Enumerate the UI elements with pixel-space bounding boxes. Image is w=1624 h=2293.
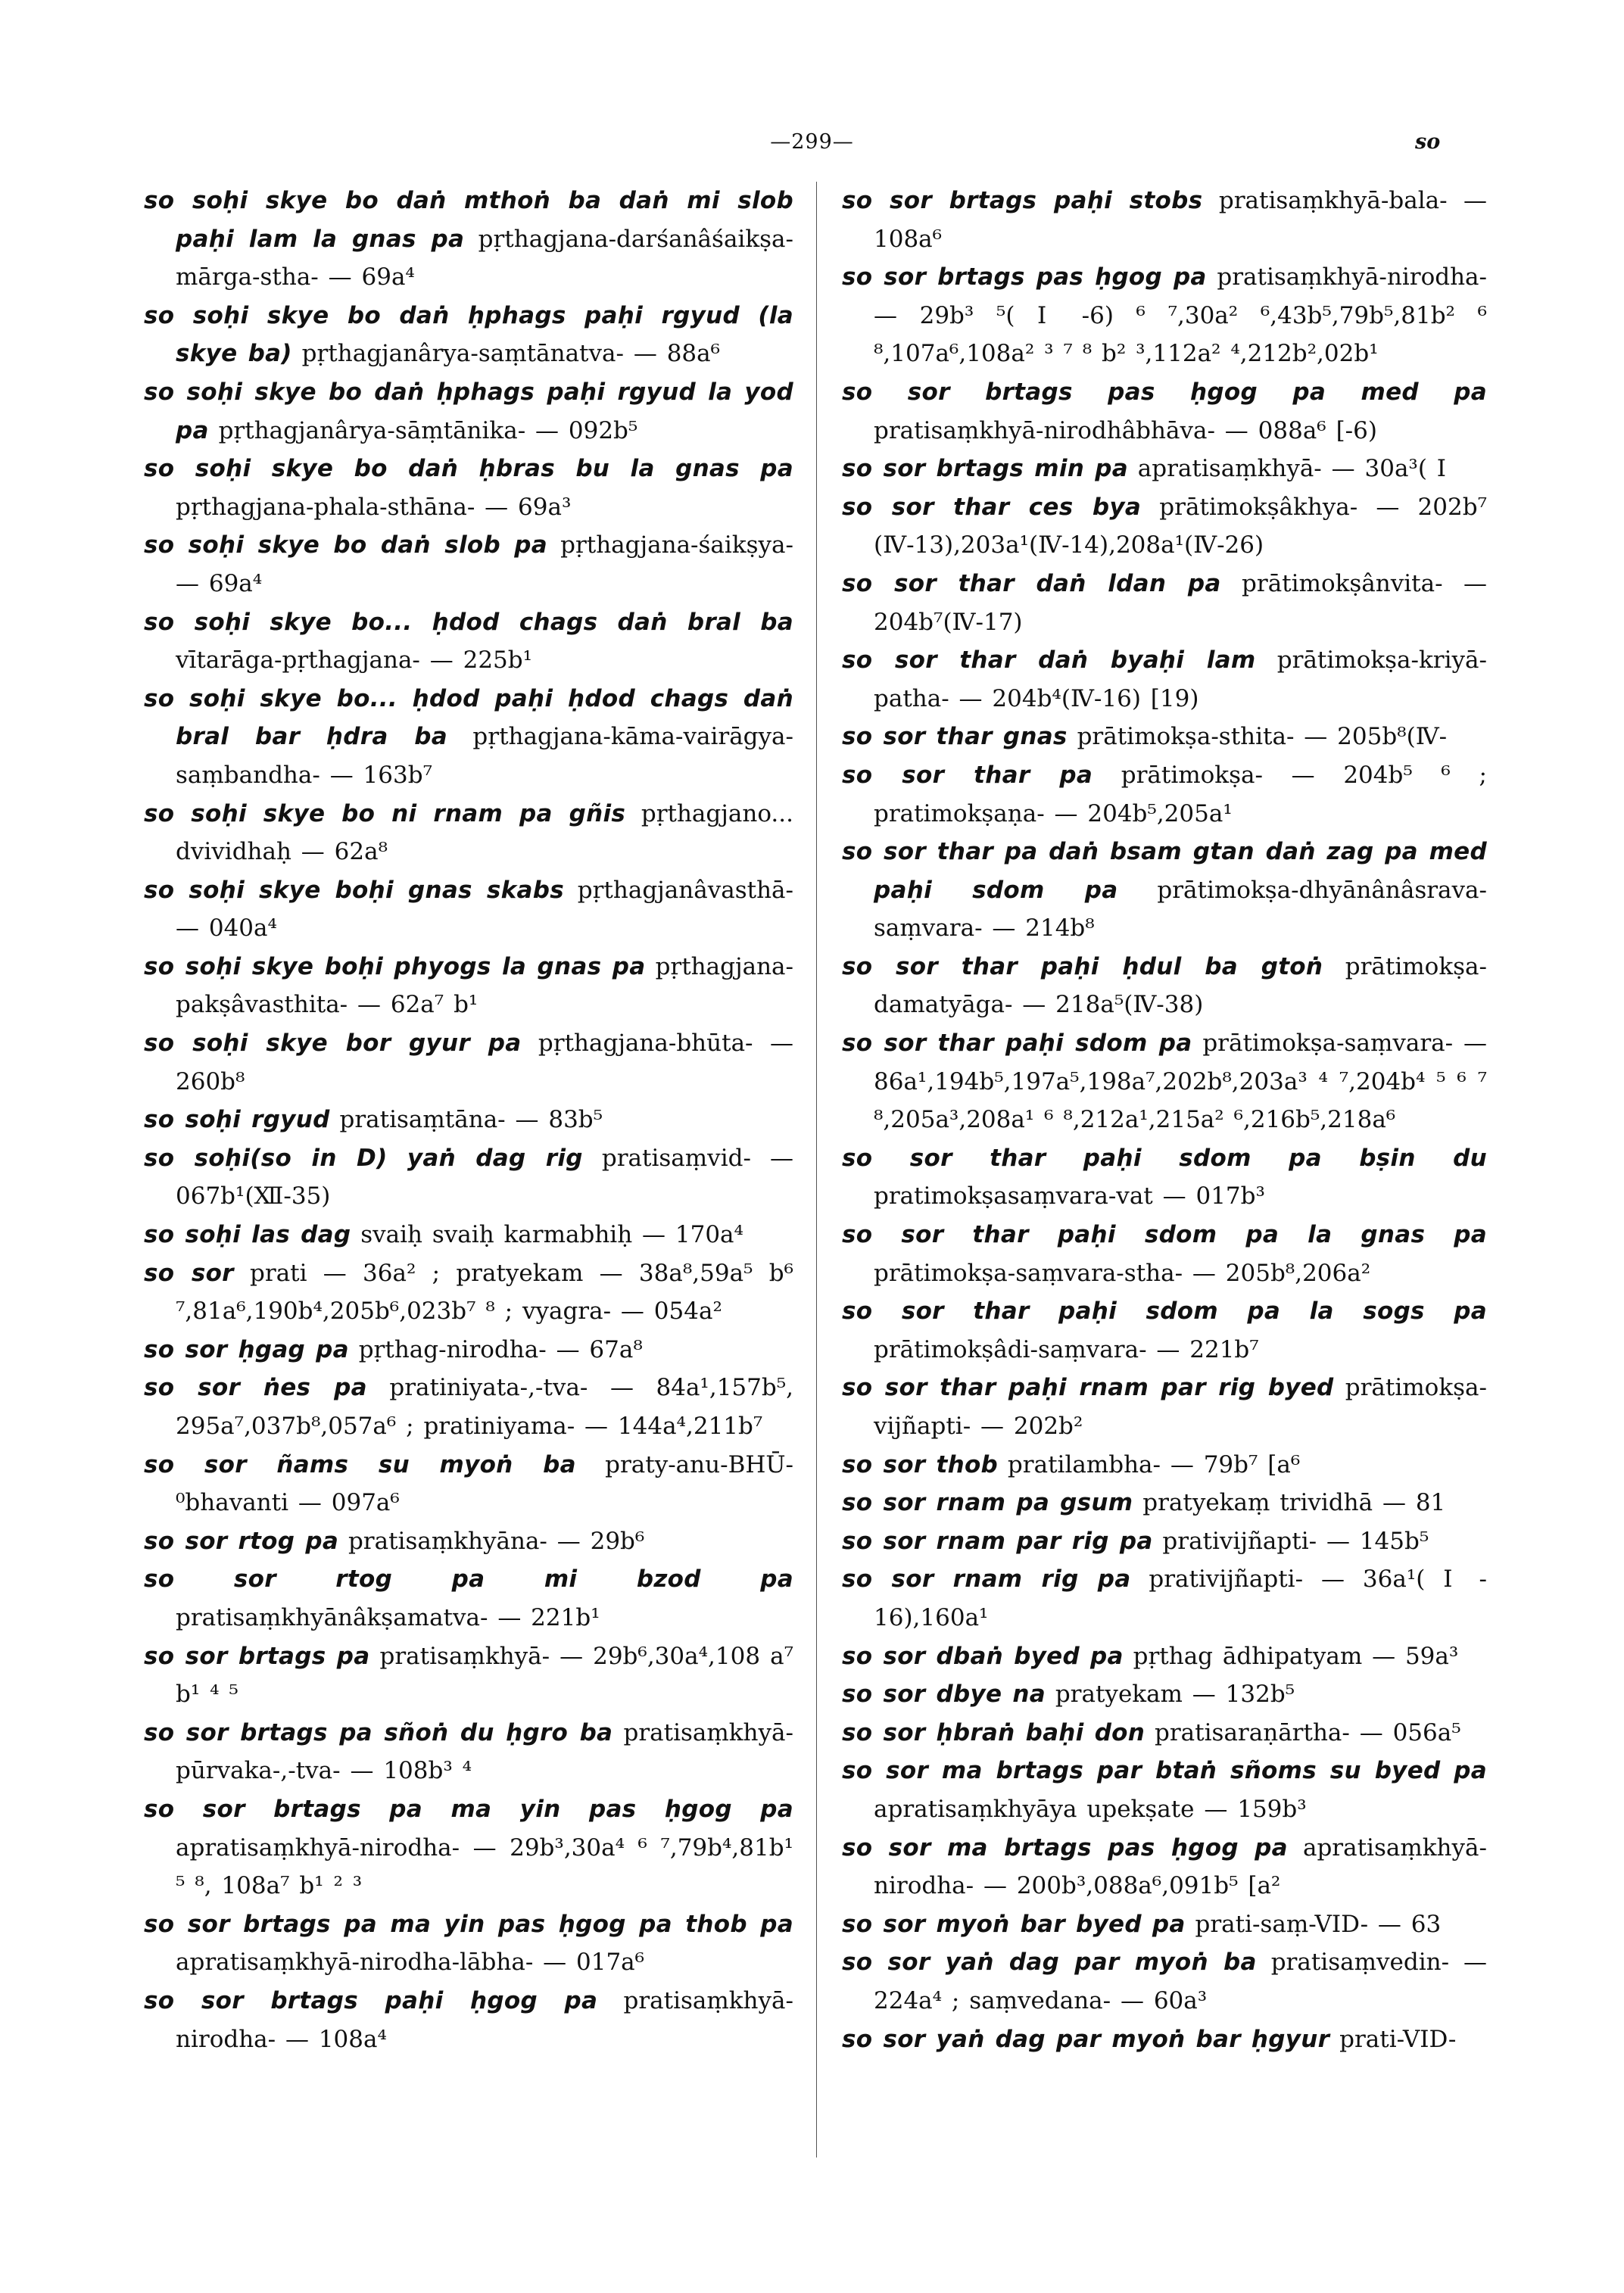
dictionary-entry xyxy=(144,1522,793,1561)
dictionary-entry xyxy=(144,1216,793,1254)
entry-term: so sor brtags paḥi stobs xyxy=(842,187,1203,214)
entry-definition: prati — 36a² ; pratyekam — 38a⁸,59a⁵ b⁶ ⁷,81a⁶,190b⁴,205b⁶,023b⁷ ⁸ ; vyagra- — 054a² xyxy=(176,1259,793,1326)
entry-term: so sor ma brtags par btaṅ sñoms su byed pa xyxy=(842,1757,1487,1785)
entry-term: so sor dbaṅ byed pa xyxy=(842,1642,1124,1670)
entry-term: so sor thar paḥi sdom pa xyxy=(842,1030,1192,1058)
entry-term: so sor rtog pa mi bzod pa xyxy=(144,1566,793,1594)
entry-definition: pratisaṃvedin- — 224a⁴ ; saṃvedana- — 60a³ xyxy=(874,1949,1488,2014)
entry-term: so sor brtags pas ḥgog pa med pa xyxy=(842,378,1487,406)
dictionary-entry xyxy=(144,1331,793,1369)
entry-term: so sor brtags pa ma yin pas ḥgog pa thob pa xyxy=(144,1910,793,1938)
entry-term: so soḥi skye bo daṅ ḥphags paḥi rgyud la yod pa xyxy=(144,378,793,444)
column-divider xyxy=(816,182,817,2157)
entry-term: so sor brtags pa ma yin pas ḥgog pa xyxy=(144,1795,793,1823)
entry-definition: prati-VID- xyxy=(1339,2025,1457,2053)
entry-definition: apratisaṃkhyāya upekṣate — 159b³ xyxy=(874,1795,1307,1823)
entry-definition: pṛthagjana-darśanâśaikṣa-mārga-stha- — 69a⁴ xyxy=(176,225,793,291)
entry-definition: pṛthagjana-śaikṣya- — 69a⁴ xyxy=(176,531,793,597)
entry-term: so sor thob xyxy=(842,1450,999,1478)
entry-term: so sor xyxy=(144,1259,234,1287)
entry-term: so sor brtags pa sñoṅ du ḥgro ba xyxy=(144,1718,613,1746)
dictionary-entry xyxy=(144,297,793,373)
dictionary-entry xyxy=(842,2020,1487,2059)
entry-term: so soḥi las dag xyxy=(144,1221,351,1249)
entry-term: so soḥi skye boḥi phyogs la gnas pa xyxy=(144,952,646,980)
entry-definition: pratisaraṇārtha- — 056a⁵ xyxy=(1155,1718,1461,1746)
dictionary-entry xyxy=(144,603,793,680)
dictionary-entry xyxy=(144,1714,793,1790)
dictionary-entry xyxy=(144,1790,793,1905)
entry-definition: pṛthagjana-kāma-vairāgya-saṃbandha- — 163b⁷ xyxy=(176,723,793,789)
dictionary-entry xyxy=(144,680,793,795)
running-head: so xyxy=(1415,130,1441,154)
entry-definition: prātimokṣa-dhyānânâsrava-saṃvara- — 214b⁸ xyxy=(874,876,1487,942)
dictionary-entry xyxy=(144,182,793,297)
entry-definition: prātimokṣâdi-saṃvara- — 221b⁷ xyxy=(874,1335,1259,1363)
entry-term: so soḥi skye bo... ḥdod chags daṅ bral ba xyxy=(144,608,793,636)
entry-definition: prātimokṣa- — 204b⁵ ⁶ ; pratimokṣaṇa- — 204b⁵,205a¹ xyxy=(874,761,1487,827)
entry-definition: svaiḥ svaiḥ karmabhiḥ — 170a⁴ xyxy=(360,1221,743,1249)
entry-term: so sor brtags pa xyxy=(144,1642,370,1670)
entry-definition: prātimokṣâkhya- — 202b⁷ (Ⅳ-13),203a¹(Ⅳ-14),208a¹(Ⅳ-26) xyxy=(874,493,1487,559)
entry-definition: apratisaṃkhyā-nirodha-lābha- — 017a⁶ xyxy=(176,1949,645,1977)
entry-term: so soḥi skye boḥi gnas skabs xyxy=(144,876,564,904)
entry-definition: prātimokṣa-sthita- — 205b⁸(Ⅳ- xyxy=(1077,723,1448,751)
entry-definition: apratisaṃkhyā-nirodha- — 200b³,088a⁶,091b⁵ [a² xyxy=(874,1833,1487,1900)
entry-definition: pratisaṃkhyānâkṣamatva- — 221b¹ xyxy=(176,1603,600,1631)
entry-term: so sor brtags paḥi ḥgog pa xyxy=(144,1986,598,2014)
dictionary-entry xyxy=(842,450,1487,488)
dictionary-entry xyxy=(842,641,1487,718)
entry-definition: pṛthag ādhipatyam — 59a³ xyxy=(1133,1642,1459,1670)
dictionary-entry xyxy=(144,1446,793,1522)
entry-term: so sor thar daṅ ldan pa xyxy=(842,569,1221,597)
dictionary-entry xyxy=(842,1484,1487,1522)
dictionary-entry xyxy=(842,1560,1487,1637)
entry-term: so sor thar daṅ byaḥi lam xyxy=(842,646,1256,675)
dictionary-entry xyxy=(842,1216,1487,1292)
entry-term: so sor thar paḥi sdom pa la gnas pa xyxy=(842,1221,1487,1249)
dictionary-entry xyxy=(842,1369,1487,1445)
entry-definition: prati-saṃ-VID- — 63 xyxy=(1195,1910,1442,1938)
dictionary-entry xyxy=(842,1752,1487,1828)
dictionary-entry xyxy=(144,450,793,526)
dictionary-entry xyxy=(144,1254,793,1331)
entry-definition: prātimokṣa-saṃvara- — 86a¹,194b⁵,197a⁵,198a⁷,202b⁸,203a³ ⁴ ⁷,204b⁴ ⁵ ⁶ ⁷ ⁸,205a³,208a¹ ⁶ ⁸,212a¹,215a² ⁶,216b⁵,218a⁶ xyxy=(874,1030,1488,1134)
entry-term: so sor thar paḥi sdom pa la sogs pa xyxy=(842,1298,1487,1326)
dictionary-entry xyxy=(842,182,1487,258)
entry-term: so sor thar paḥi rnam par rig byed xyxy=(842,1374,1334,1402)
dictionary-entry xyxy=(842,258,1487,373)
entry-term: so soḥi skye bo daṅ slob pa xyxy=(144,531,548,559)
entry-definition: vītarāga-pṛthagjana- — 225b¹ xyxy=(176,646,533,675)
entry-definition: pratimokṣasaṃvara-vat — 017b³ xyxy=(874,1182,1265,1210)
entry-term: so sor thar pa daṅ bsam gtan daṅ zag pa med paḥi sdom pa xyxy=(842,838,1487,904)
entry-definition: praty-anu-BHŪ- ⁰bhavanti — 097a⁶ xyxy=(176,1450,793,1517)
entry-definition: pratisaṃkhyā-pūrvaka-,-tva- — 108b³ ⁴ xyxy=(176,1718,793,1785)
entry-term: so soḥi skye bo... ḥdod paḥi ḥdod chags daṅ bral bar ḥdra ba xyxy=(144,684,793,751)
dictionary-entry xyxy=(842,1024,1487,1139)
entry-definition: pratyekam — 132b⁵ xyxy=(1055,1681,1295,1709)
dictionary-entry xyxy=(144,1101,793,1139)
dictionary-entry xyxy=(842,1714,1487,1752)
dictionary-entry xyxy=(144,948,793,1024)
left-column xyxy=(144,182,793,2058)
entry-term: so soḥi rgyud xyxy=(144,1106,330,1134)
entry-definition: apratisaṃkhyā-nirodha- — 29b³,30a⁴ ⁶ ⁷,79b⁴,81b¹ ⁵ ⁸, 108a⁷ b¹ ² ³ xyxy=(176,1833,793,1900)
entry-definition: pratisaṃkhyā-bala- — 108a⁶ xyxy=(874,187,1488,253)
dictionary-entry xyxy=(144,1369,793,1445)
entry-term: so sor rnam rig pa xyxy=(842,1566,1131,1594)
entry-definition: pratisaṃkhyā-nirodhâbhāva- — 088a⁶ [-6) xyxy=(874,416,1377,444)
entry-term: so sor thar paḥi ḥdul ba gtoṅ xyxy=(842,952,1323,980)
dictionary-entry xyxy=(842,1139,1487,1216)
dictionary-entry xyxy=(842,1522,1487,1561)
dictionary-entry xyxy=(144,871,793,948)
entry-definition: apratisaṃkhyā- — 30a³( Ⅰ xyxy=(1137,455,1447,483)
entry-term: so sor ḥbraṅ baḥi don xyxy=(842,1718,1146,1746)
entry-definition: pṛthagjana-phala-sthāna- — 69a³ xyxy=(176,493,572,521)
entry-term: so sor ñams su myoṅ ba xyxy=(144,1450,576,1478)
entry-term: so sor ma brtags pas ḥgog pa xyxy=(842,1833,1288,1862)
entry-definition: pṛthagjanâvasthā- — 040a⁴ xyxy=(176,876,793,942)
entry-term: so sor rtog pa xyxy=(144,1527,339,1555)
entry-definition: prātimokṣa-saṃvara-stha- — 205b⁸,206a² xyxy=(874,1259,1371,1287)
entry-definition: pratisaṃvid- — 067b¹(Ⅻ-35) xyxy=(176,1144,793,1210)
entry-definition: pṛthagjana-bhūta- — 260b⁸ xyxy=(176,1030,793,1095)
entry-definition: pratisaṃtāna- — 83b⁵ xyxy=(339,1106,603,1134)
entry-definition: pṛthagjanârya-saṃtānatva- — 88a⁶ xyxy=(301,340,721,368)
right-column xyxy=(842,182,1487,2058)
entry-term: so soḥi(so in D) yaṅ dag rig xyxy=(144,1144,583,1172)
dictionary-entry xyxy=(144,1982,793,2058)
entry-definition: pṛthagjana-pakṣâvasthita- — 62a⁷ b¹ xyxy=(176,952,793,1019)
dictionary-entry xyxy=(144,795,793,871)
entry-term: so sor dbye na xyxy=(842,1681,1046,1709)
entry-term: so sor yaṅ dag par myoṅ ba xyxy=(842,1949,1257,1977)
entry-term: so sor ḥgag pa xyxy=(144,1335,349,1363)
entry-definition: prativijñapti- — 145b⁵ xyxy=(1162,1527,1429,1555)
entry-term: so sor myoṅ bar byed pa xyxy=(842,1910,1186,1938)
dictionary-entry xyxy=(842,948,1487,1024)
entry-term: so sor brtags pas ḥgog pa xyxy=(842,263,1207,291)
entry-term: so sor ṅes pa xyxy=(144,1374,367,1402)
dictionary-entry xyxy=(144,1637,793,1714)
entry-definition: prātimokṣa-kriyā-patha- — 204b⁴(Ⅳ-16) [19) xyxy=(874,646,1487,712)
dictionary-entry xyxy=(842,756,1487,833)
dictionary-entry xyxy=(144,373,793,450)
entry-definition: prātimokṣa-vijñapti- — 202b² xyxy=(874,1374,1487,1440)
dictionary-entry xyxy=(842,1675,1487,1714)
dictionary-entry xyxy=(144,526,793,603)
dictionary-entry xyxy=(842,1905,1487,1944)
entry-term: so soḥi skye bo ni rnam pa gñis xyxy=(144,799,626,827)
dictionary-entry xyxy=(144,1024,793,1101)
entry-term: so sor thar paḥi sdom pa bṣin du xyxy=(842,1144,1487,1172)
entry-term: so soḥi skye bo daṅ ḥbras bu la gnas pa xyxy=(144,455,793,483)
entry-definition: prātimokṣânvita- — 204b⁷(Ⅳ-17) xyxy=(874,569,1487,636)
entry-term: so sor yaṅ dag par myoṅ bar ḥgyur xyxy=(842,2025,1330,2053)
entry-term: so sor thar gnas xyxy=(842,723,1068,751)
dictionary-entry xyxy=(144,1905,793,1982)
entry-definition: pratisaṃkhyāna- — 29b⁶ xyxy=(348,1527,645,1555)
entry-term: so sor rnam pa gsum xyxy=(842,1489,1133,1517)
entry-definition: prātimokṣa-damatyāga- — 218a⁵(Ⅳ-38) xyxy=(874,952,1487,1019)
entry-term: so sor thar pa xyxy=(842,761,1093,789)
entry-definition: pratisaṃkhyā-nirodha- — 108a⁴ xyxy=(176,1986,793,2053)
entry-definition: pratiniyata-,-tva- — 84a¹,157b⁵, 295a⁷,037b⁸,057a⁶ ; pratiniyama- — 144a⁴,211b⁷ xyxy=(176,1374,793,1440)
entry-definition: prativijñapti- — 36a¹( Ⅰ - 16),160a¹ xyxy=(874,1566,1488,1631)
entry-term: so soḥi skye bo daṅ ḥphags paḥi rgyud (la skye ba) xyxy=(144,301,793,368)
entry-definition: pṛthag-nirodha- — 67a⁸ xyxy=(358,1335,643,1363)
dictionary-entry xyxy=(842,1829,1487,1905)
dictionary-entry xyxy=(842,1637,1487,1676)
dictionary-entry xyxy=(842,1943,1487,2020)
dictionary-entry xyxy=(842,1446,1487,1485)
dictionary-entry xyxy=(842,373,1487,450)
dictionary-entry xyxy=(144,1139,793,1216)
page-number: —299— xyxy=(770,130,854,154)
dictionary-entry xyxy=(144,1560,793,1637)
dictionary-entry xyxy=(842,488,1487,565)
dictionary-entry xyxy=(842,718,1487,756)
entry-term: so soḥi skye bor gyur pa xyxy=(144,1030,522,1058)
entry-definition: pratilambha- — 79b⁷ [a⁶ xyxy=(1007,1450,1301,1478)
entry-definition: pṛthagjano... dvividhaḥ — 62a⁸ xyxy=(176,799,793,866)
dictionary-entry xyxy=(842,1292,1487,1369)
entry-definition: pṛthagjanârya-sāṃtānika- — 092b⁵ xyxy=(218,416,638,444)
dictionary-entry xyxy=(842,833,1487,948)
entry-term: so sor thar ces bya xyxy=(842,493,1142,521)
entry-definition: pratyekaṃ trividhā — 81 xyxy=(1142,1489,1446,1517)
entry-term: so sor rnam par rig pa xyxy=(842,1527,1153,1555)
dictionary-entry xyxy=(842,565,1487,641)
entry-definition: pratisaṃkhyā- — 29b⁶,30a⁴,108 a⁷ b¹ ⁴ ⁵ xyxy=(176,1642,793,1709)
entry-term: so sor brtags min pa xyxy=(842,455,1128,483)
entry-definition: pratisaṃkhyā-nirodha- — 29b³ ⁵( Ⅰ -6) ⁶ ⁷,30a² ⁶,43b⁵,79b⁵,81b² ⁶ ⁸,107a⁶,108a² ³ ⁷ ⁸ b² ³,112a² ⁴,212b²,02b¹ xyxy=(874,263,1487,368)
entry-term: so soḥi skye bo daṅ mthoṅ ba daṅ mi slob paḥi lam la gnas pa xyxy=(144,187,793,253)
